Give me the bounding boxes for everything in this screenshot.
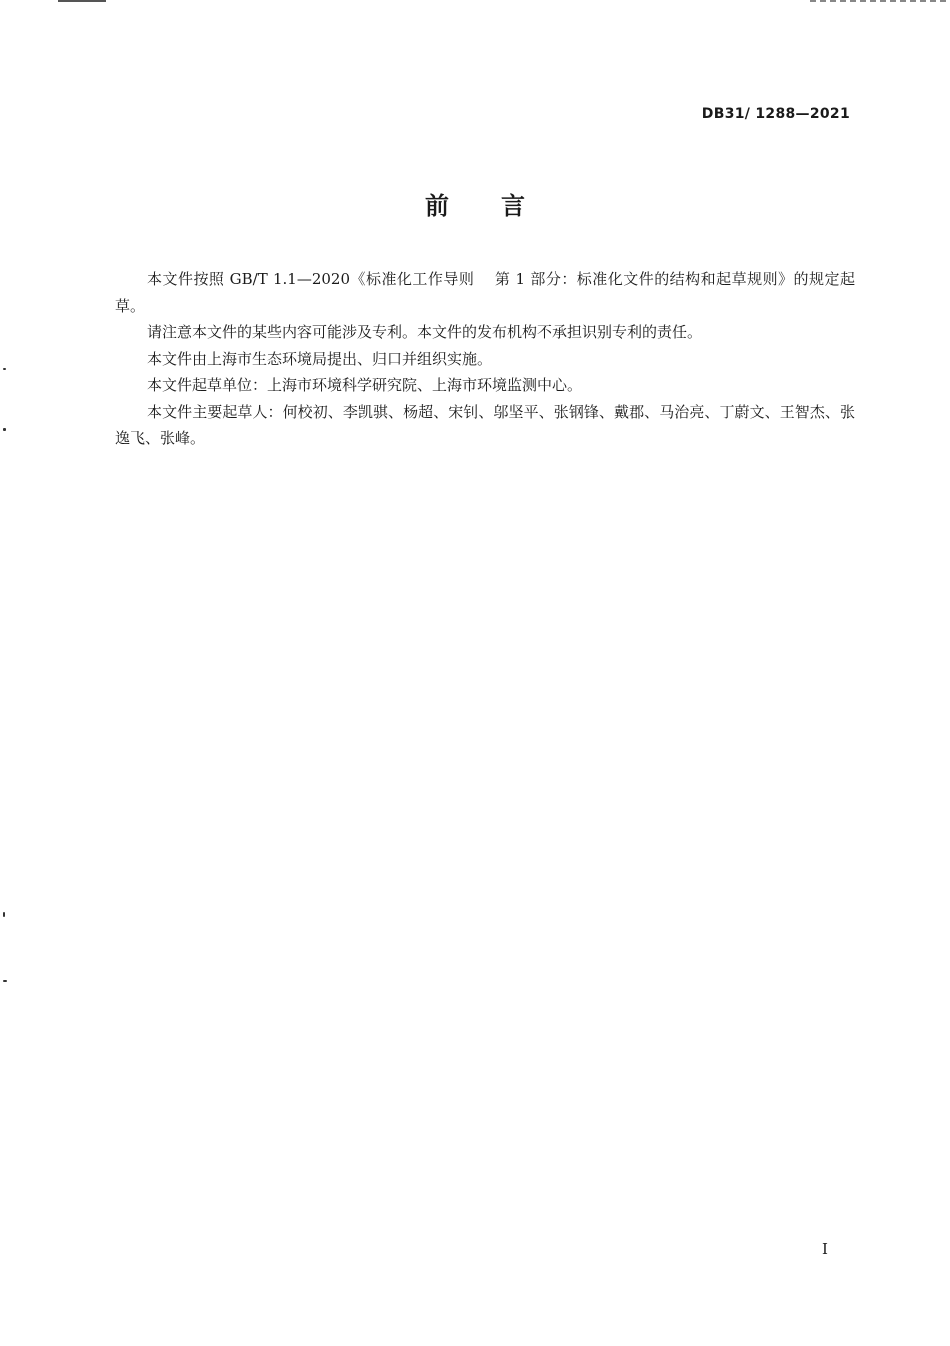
paragraph-standard-basis-part-2: 第 1 部分：标准化文件的结构和起草规则》的规定起草。 <box>115 270 855 315</box>
scan-mark <box>3 912 5 917</box>
paragraph-standard-basis <box>115 266 855 319</box>
paragraph-drafting-units: 本文件起草单位：上海市环境科学研究院、上海市环境监测中心。 <box>147 376 583 394</box>
title-char-1: 前 <box>425 192 449 220</box>
paragraph-standard-basis-part-1: 本文件按照 GB/T 1.1—2020《标准化工作导则 <box>147 270 475 288</box>
paragraph-patent-notice: 请注意本文件的某些内容可能涉及专利。本文件的发布机构不承担识别专利的责任。 <box>147 323 703 341</box>
scan-mark <box>3 368 6 370</box>
page-number: I <box>822 1240 828 1258</box>
document-code: DB31/ 1288—2021 <box>701 106 850 122</box>
scan-edge-line-right <box>810 0 950 2</box>
scan-edge-line-left <box>58 0 106 2</box>
scan-mark <box>3 980 7 982</box>
paragraph-proposer: 本文件由上海市生态环境局提出、归口并组织实施。 <box>147 349 493 368</box>
page-title <box>0 186 950 221</box>
title-char-2: 言 <box>501 192 525 220</box>
scan-mark <box>3 428 6 431</box>
foreword-body <box>115 266 855 452</box>
paragraph-drafters: 本文件主要起草人：何校初、李凯骐、杨超、宋钊、邬坚平、张钢锋、戴郡、马治亮、丁蔚文、王智杰、张逸飞、张峰。 <box>115 402 855 447</box>
